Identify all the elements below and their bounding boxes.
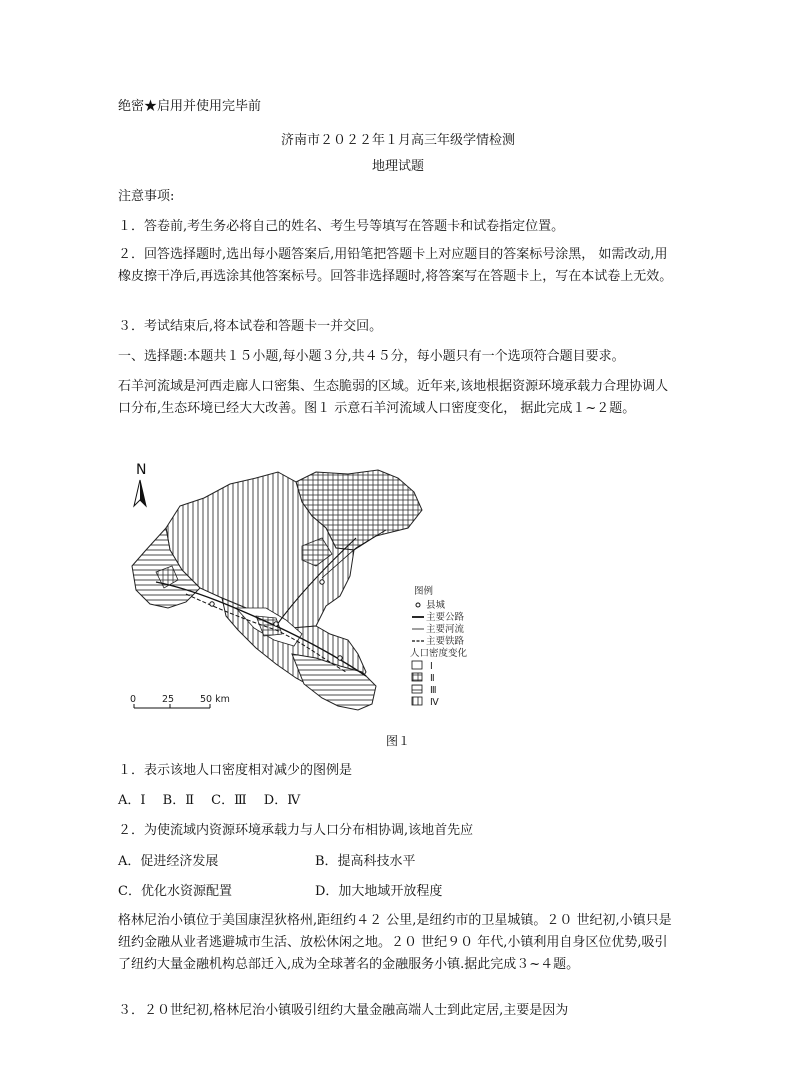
scale-bar: [130, 694, 230, 708]
density-legend-title: 人口密度变化: [410, 648, 468, 659]
subject-title: 地理试题: [371, 159, 424, 174]
section-heading: 一、选择题:本题共１５小题,每小题３分,共４５分，每小题只有一个选项符合题目要求。: [118, 349, 625, 364]
notes-heading: 注意事项:: [118, 189, 175, 204]
q1-stem: １．表示该地人口密度相对减少的图例是: [118, 763, 353, 778]
scale-label-50: 50 km: [200, 694, 230, 705]
map-regions: [132, 470, 422, 710]
legend-title: 图例: [414, 586, 434, 597]
density-legend-swatch-4: [412, 697, 422, 705]
q2-option-d: D．加大地域开放程度: [315, 884, 443, 899]
passage-1: 石羊河流域是河西走廊人口密集、生态脆弱的区域。近年来,该地根据资源环境承载力合理协调人口分布,生态环境已经大大改善。图１ 示意石羊河流域人口密度变化， 据此完成１~２题。: [118, 379, 669, 416]
passage-2: 格林尼治小镇位于美国康涅狄格州,距纽约４２ 公里,是纽约市的卫星城镇。２０ 世纪初,小镇只是纽约金融从业者逃避城市生活、放松休闲之地。２０ 世纪９０ 年代,小镇利用自身区位优势,吸引了纽约大量金融机构总部迁入,成为全球著名的金融服务小镇.据此完成３~４题。: [118, 913, 672, 972]
legend-river: 主要河流: [426, 624, 465, 635]
q2-option-c: C．优化水资源配置: [118, 884, 232, 899]
density-legend-3: Ⅲ: [430, 685, 437, 696]
q2-stem: ２．为使流域内资源环境承载力与人口分布相协调,该地首先应: [118, 823, 474, 838]
population-density-map: [126, 458, 496, 720]
density-legend-1: Ⅰ: [430, 661, 433, 672]
note-item-2: ２．回答选择题时,选出每小题答案后,用铅笔把答题卡上对应题目的答案标号涂黑， 如需改动,用橡皮擦干净后,再选涂其他答案标号。回答非选择题时,将答案写在答题卡上，写在本试卷上无效。: [118, 247, 673, 284]
north-label: N: [136, 462, 147, 478]
map-legend: [410, 585, 468, 708]
note-item-1: １．答卷前,考生务必将自己的姓名、考生号等填写在答题卡和试卷指定位置。: [118, 219, 565, 234]
q2-option-b: B．提高科技水平: [315, 854, 416, 869]
density-legend-swatch-1: [412, 661, 422, 669]
scale-label-0: 0: [130, 694, 137, 705]
scale-label-25: 25: [162, 694, 175, 705]
density-legend-4: Ⅳ: [430, 697, 439, 708]
exam-title: 济南市２０２２年１月高三年级学情检测: [280, 133, 515, 148]
secret-label: 绝密★启用并使用完毕前: [118, 99, 262, 114]
q3-stem: ３．２０世纪初,格林尼治小镇吸引纽约大量金融高端人士到此定居,主要是因为: [118, 1003, 569, 1018]
density-legend-swatch-3: [412, 685, 422, 693]
figure-caption: 图１: [385, 734, 410, 748]
density-legend-swatch-2: [412, 673, 422, 681]
legend-county: 县城: [426, 600, 446, 611]
legend-road: 主要公路: [426, 612, 465, 623]
q1-options: A．Ⅰ B．Ⅱ C．Ⅲ D．Ⅳ: [118, 793, 301, 808]
density-legend-2: Ⅱ: [430, 673, 435, 684]
legend-railway: 主要铁路: [426, 636, 465, 647]
county-legend-icon: [416, 603, 420, 607]
note-item-3: ３．考试结束后,将本试卷和答题卡一并交回。: [118, 319, 383, 334]
q2-option-a: A．促进经济发展: [118, 854, 219, 869]
